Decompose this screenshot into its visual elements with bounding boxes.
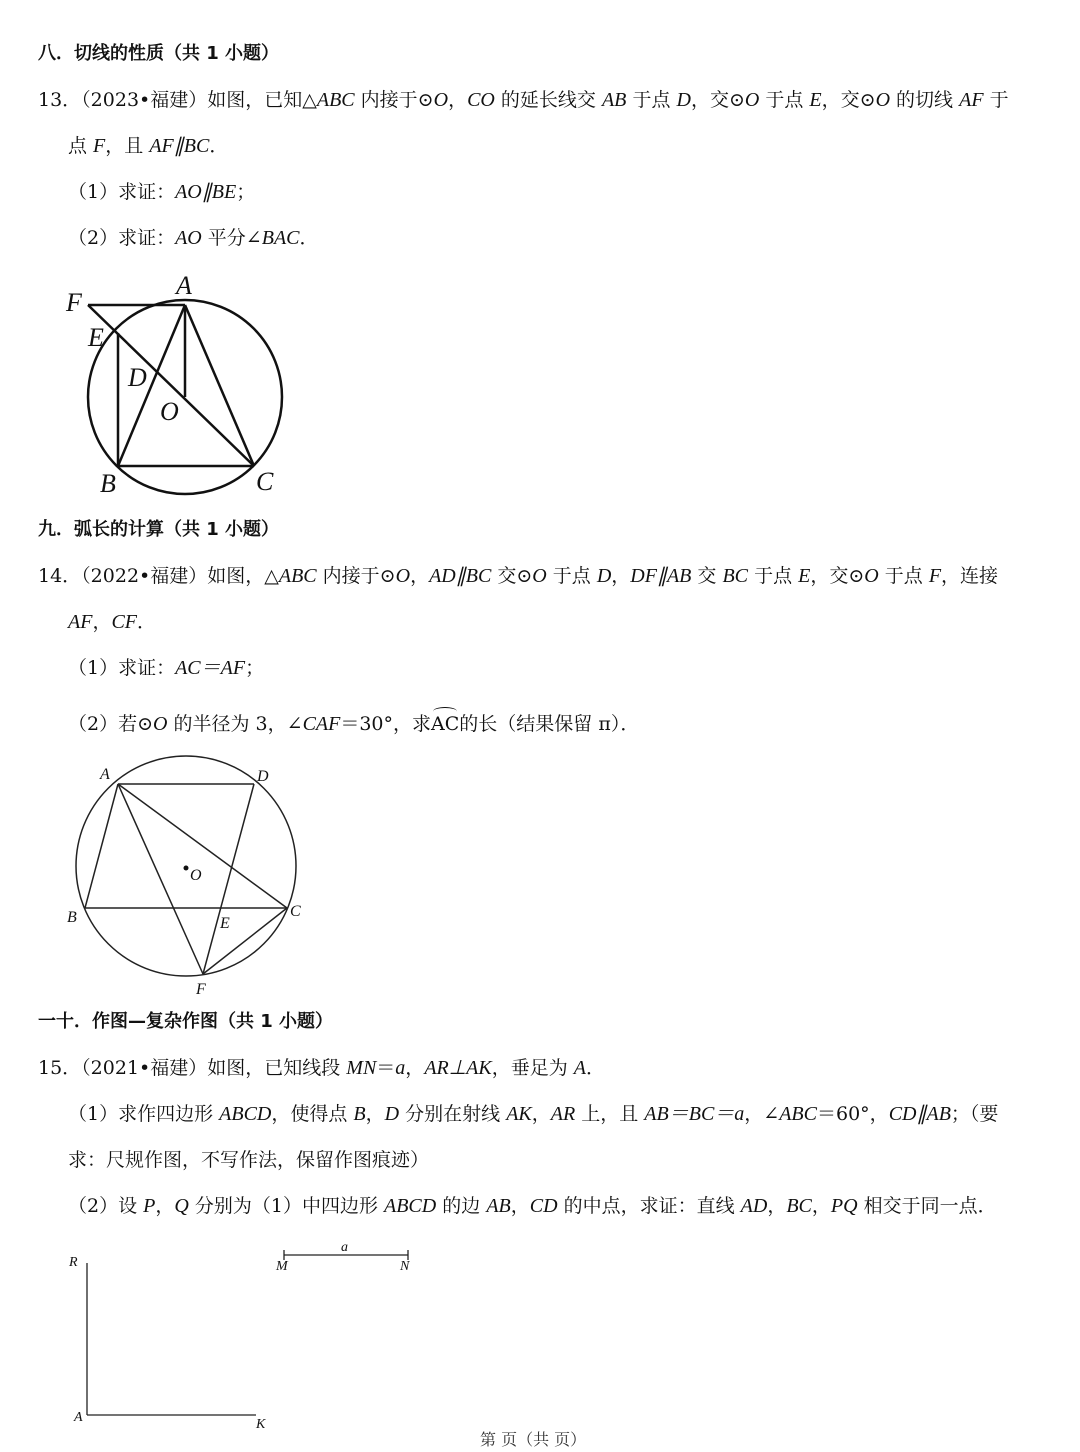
question-15-part-1: （1）求作四边形 ABCD，使得点 B，D 分别在射线 AK，AR 上，且 AB＝BC＝a，∠ABC＝60°，CD∥AB；（要: [68, 1103, 999, 1125]
section-heading-8: 八．切线的性质（共 1 小题）: [38, 43, 280, 64]
question-14-line-1: 14．（2022•福建）如图，△ABC 内接于⊙O，AD∥BC 交⊙O 于点 D，DF∥AB 交 BC 于点 E，交⊙O 于点 F，连接: [38, 565, 999, 587]
fig14-line-df: [203, 784, 254, 974]
fig15-label-K: K: [256, 1417, 266, 1432]
question-14-part-2: （2）若⊙O 的半径为 3，∠CAF＝30°，求AC的长（结果保留 π）．: [68, 713, 640, 735]
fig14-line-ab: [85, 784, 118, 908]
fig13-line-ac: [185, 305, 254, 466]
fig13-label-A: A: [176, 271, 192, 300]
fig15-label-M: M: [276, 1259, 288, 1274]
fig14-center-dot: [184, 866, 189, 871]
fig15-label-A: A: [74, 1410, 83, 1425]
fig14-label-B: B: [67, 909, 77, 926]
fig13-label-B: B: [100, 469, 116, 498]
question-13-line-2: 点 F，且 AF∥BC．: [68, 135, 229, 157]
question-13-line-1: 13．（2023•福建）如图，已知△ABC 内接于⊙O，CO 的延长线交 AB 于点 D，交⊙O 于点 E，交⊙O 的切线 AF 于: [38, 89, 1009, 111]
fig14-label-C: C: [290, 903, 301, 920]
fig14-label-F: F: [196, 981, 206, 998]
fig13-label-D: D: [128, 363, 147, 392]
question-14-line-2: AF，CF．: [68, 611, 157, 633]
fig13-label-F: F: [66, 288, 82, 317]
fig14-label-O: O: [190, 867, 202, 884]
fig13-label-C: C: [256, 467, 274, 496]
fig15-label-a: a: [341, 1240, 348, 1255]
fig13-label-O: O: [160, 397, 179, 426]
fig14-line-ac: [118, 784, 287, 908]
fig13-circle: [88, 300, 282, 494]
fig15-label-N: N: [400, 1259, 410, 1274]
fig14-line-cf: [203, 908, 287, 974]
fig13-line-fc: [88, 305, 254, 466]
fig14-label-A: A: [100, 766, 110, 783]
fig14-line-af: [118, 784, 203, 974]
page-footer: 第 页（共 页）: [480, 1430, 587, 1449]
fig13-line-ab: [118, 305, 185, 466]
question-15-part-2: （2）设 P，Q 分别为（1）中四边形 ABCD 的边 AB，CD 的中点，求证：直线 AD，BC，PQ 相交于同一点．: [68, 1195, 997, 1217]
fig15-label-R: R: [69, 1255, 78, 1270]
fig14-label-E: E: [220, 915, 230, 932]
fig14-circle: [76, 756, 296, 976]
fig13-label-E: E: [88, 323, 104, 352]
question-13-part-2: （2）求证：AO 平分∠BAC．: [68, 227, 319, 249]
arc-ac: AC: [431, 713, 460, 735]
question-15-part-1-line-2: 求：尺规作图，不写作法，保留作图痕迹）: [68, 1149, 430, 1171]
section-heading-10: 一十．作图—复杂作图（共 1 小题）: [38, 1011, 334, 1032]
fig14-label-D: D: [257, 768, 269, 785]
section-heading-9: 九．弧长的计算（共 1 小题）: [38, 519, 280, 540]
question-15-line-1: 15．（2021•福建）如图，已知线段 MN＝a，AR⊥AK，垂足为 A．: [38, 1057, 606, 1079]
question-14-part-1: （1）求证：AC＝AF；: [68, 657, 265, 679]
question-13-part-1: （1）求证：AO∥BE；: [68, 181, 256, 203]
